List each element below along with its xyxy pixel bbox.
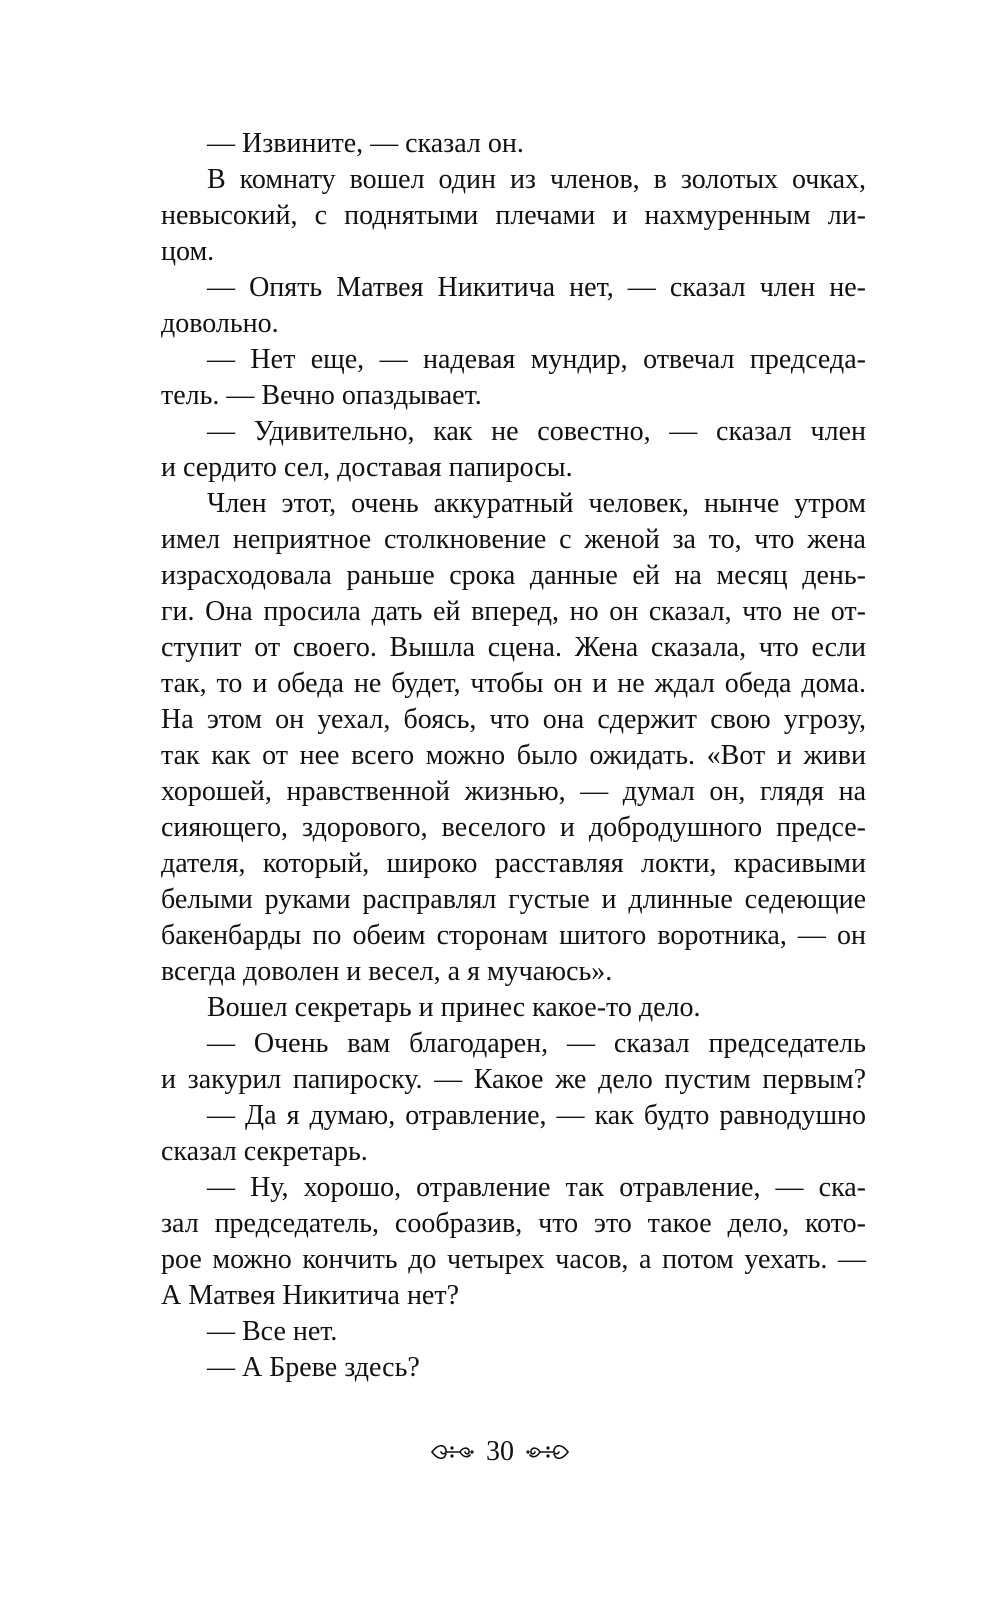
text-line: тель. — Вечно опаздывает. <box>161 380 482 411</box>
text-line: так, то и обеда не будет, чтобы он и не ждал обеда дома. <box>161 668 866 699</box>
text-line: и закурил папироску. — Какое же дело пустим первым? <box>161 1064 866 1095</box>
text-line: довольно. <box>161 308 279 339</box>
text-line: всегда доволен и весел, а я мучаюсь». <box>161 956 613 987</box>
text-line: дателя, который, широко расставляя локти, красивыми <box>161 848 866 879</box>
text-line: Вошел секретарь и принес какое-то дело. <box>207 992 701 1023</box>
text-line: израсходовала раньше срока данные ей на месяц день- <box>161 560 866 591</box>
text-line: имел неприятное столкновение с женой за то, что жена <box>161 524 866 555</box>
text-line: А Матвея Никитича нет? <box>161 1280 460 1311</box>
text-line: Член этот, очень аккуратный человек, нынче утром <box>207 488 866 519</box>
text-line: На этом он уехал, боясь, что она сдержит свою угрозу, <box>161 704 866 735</box>
text-line: — Извините, — сказал он. <box>207 128 524 159</box>
text-line: цом. <box>161 236 215 267</box>
text-line: хорошей, нравственной жизнью, — думал он, глядя на <box>161 776 866 807</box>
text-line: — Все нет. <box>207 1316 338 1347</box>
text-line: невысокий, с поднятыми плечами и нахмуренным ли- <box>161 200 866 231</box>
text-line: — А Бреве здесь? <box>207 1352 420 1383</box>
flourish-left-icon <box>430 1441 474 1463</box>
text-line: сказал секретарь. <box>161 1136 368 1167</box>
page-text <box>161 126 866 1386</box>
text-line: и сердито сел, доставая папиросы. <box>161 452 573 483</box>
text-line: — Удивительно, как не совестно, — сказал член <box>207 416 866 447</box>
page-footer <box>0 1432 1000 1472</box>
text-line: рое можно кончить до четырех часов, а потом уехать. — <box>161 1244 866 1275</box>
page-number: 30 <box>486 1436 514 1467</box>
text-line: сияющего, здорового, веселого и добродушного предсе- <box>161 812 866 843</box>
text-line: так как от нее всего можно было ожидать. «Вот и живи <box>161 740 866 771</box>
text-line: ступит от своего. Вышла сцена. Жена сказала, что если <box>161 632 866 663</box>
text-line: белыми руками расправлял густые и длинные седеющие <box>161 884 866 915</box>
text-line: — Нет еще, — надевая мундир, отвечал председа- <box>207 344 866 375</box>
text-line: В комнату вошел один из членов, в золотых очках, <box>207 164 866 195</box>
flourish-right-icon <box>526 1441 570 1463</box>
text-line: — Очень вам благодарен, — сказал председатель <box>207 1028 866 1059</box>
text-line: — Да я думаю, отравление, — как будто равнодушно <box>207 1100 866 1131</box>
text-line: бакенбарды по обеим сторонам шитого воротника, — он <box>161 920 866 951</box>
text-line: — Ну, хорошо, отравление так отравление, — ска- <box>207 1172 866 1203</box>
text-line: — Опять Матвея Никитича нет, — сказал член не- <box>207 272 866 303</box>
text-line: зал председатель, сообразив, что это такое дело, кото- <box>161 1208 866 1239</box>
text-line: ги. Она просила дать ей вперед, но он сказал, что не от- <box>161 596 866 627</box>
